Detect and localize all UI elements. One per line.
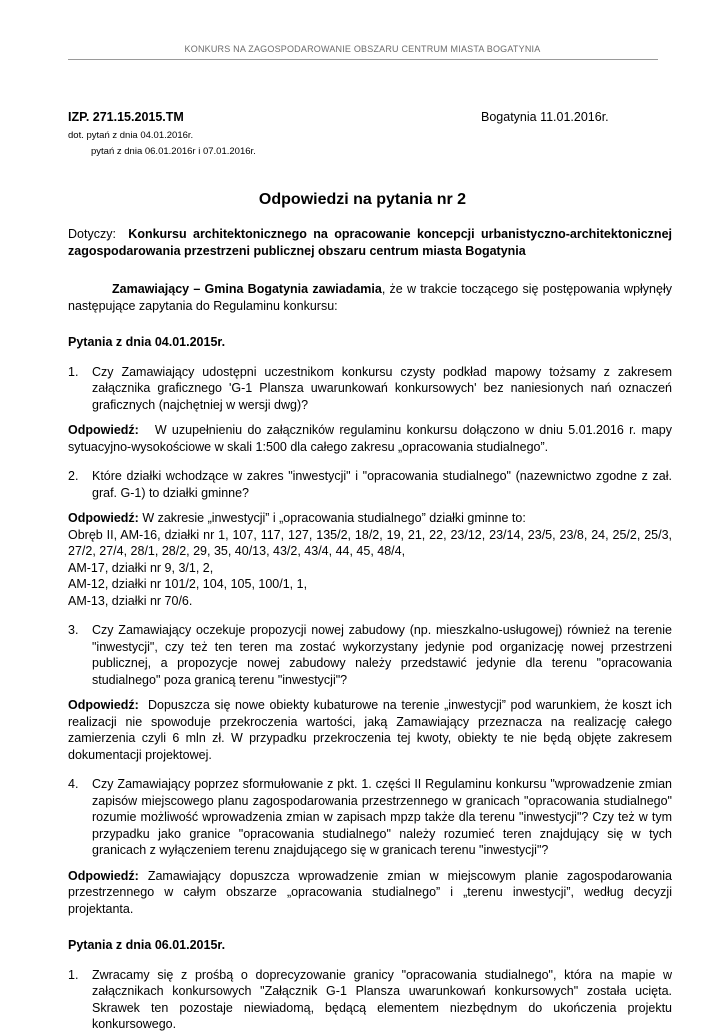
answer-text: W zakresie „inwestycji” i „opracowania studialnego” działki gminne to: [142, 511, 526, 525]
question-number: 4. [68, 777, 79, 791]
answer-label: Odpowiedź: [68, 423, 139, 437]
question-item [68, 622, 672, 688]
place-date: Bogatynia 11.01.2016r. [481, 110, 609, 124]
reference-note-2: pytań z dnia 06.01.2016r i 07.01.2016r. [91, 146, 256, 157]
answer-line: AM-13, działki nr 70/6. [68, 593, 193, 608]
question-number: 3. [68, 623, 79, 637]
answer-paragraph [68, 697, 672, 763]
document-title: Odpowiedzi na pytania nr 2 [258, 191, 467, 208]
answer-line: Obręb II, AM-16, działki nr 1, 107, 117, 127, 135/2, 18/2, 19, 21, 22, 23/12, 23/14, 23/5, 23/8, 24, 25/2, 25/3, 27/2, 27/4, 28/1, 28/2, 29, 35, 40/13, 43/2, 43/4, 44, 45, 48/4, [68, 527, 672, 558]
intro-bold: Zamawiający – Gmina Bogatynia zawiadamia [112, 282, 382, 296]
answer-label: Odpowiedź: [68, 511, 139, 525]
intro-paragraph [68, 281, 672, 314]
subject-text: Konkursu architektonicznego na opracowanie koncepcji urbanistyczno-architektonicznej zagospodarowania przestrzeni publicznej obszaru centrum miasta Bogatynia [68, 227, 672, 258]
document-body [68, 226, 672, 1033]
subject-paragraph [68, 226, 672, 259]
answer-paragraph [68, 510, 672, 527]
running-header: KONKURS NA ZAGOSPODAROWANIE OBSZARU CENTRUM MIASTA BOGATYNIA [184, 44, 541, 54]
answer-text: Dopuszcza się nowe obiekty kubaturowe na terenie „inwestycji” pod warunkiem, że koszt ich realizacji nie spowoduje przekroczenia wartości, jaką Zamawiający przeznacza na realizację całego zamierzenia czyli 6 mln zł. W przypadku przekroczenia tej kwoty, obiekty te nie będą objęte zakresem dokumentacji projektowej. [68, 698, 672, 762]
answer-line: AM-17, działki nr 9, 3/1, 2, [68, 560, 214, 575]
question-item [68, 967, 672, 1033]
question-item [68, 468, 672, 501]
answer-label: Odpowiedź: [68, 868, 139, 883]
question-number: 1. [68, 364, 79, 379]
question-text: Czy Zamawiający oczekuje propozycji nowej zabudowy (np. mieszkalno-usługowej) również na terenie "inwestycji", czy też ten teren ma zostać wykorzystany jedynie pod organizację nowej przestrzeni publicznej, a propozycje nowej zabudowy należy przedstawić jedynie dla terenu "opracowania studialnego" poza granicą terenu "inwestycji"? [92, 623, 672, 687]
question-number: 1. [68, 967, 79, 982]
intro-text: , że w trakcie toczącego się postępowania wpłynęły następujące zapytania do Regulaminu konkursu: [68, 282, 672, 313]
answer-text: W uzupełnieniu do załączników regulaminu konkursu dołączono w dniu 5.01.2016 r. mapy sytuacyjno-wysokościowe w skali 1:500 dla całego zakresu „opracowania studialnego”. [68, 423, 672, 454]
answer-paragraph [68, 422, 672, 455]
header-divider [68, 59, 658, 60]
question-text: Zwracamy się z prośbą o doprecyzowanie granicy "opracowania studialnego", która na mapie w załącznikach konkursowych "Załącznik G-1 Plansza uwarunkowań konkursowych" została ucięta. Skrawek ten pozostaje niewiadomą, będącą elementem niezbędnym do ukończenia projektu konkursowego. [92, 967, 672, 1031]
subject-label: Dotyczy: [68, 227, 116, 241]
reference-note-1: dot. pytań z dnia 04.01.2016r. [68, 130, 194, 141]
section-heading-1: Pytania z dnia 04.01.2015r. [68, 335, 226, 349]
answer-text: Zamawiający dopuszcza wprowadzenie zmian w miejscowym planie zagospodarowania przestrzennego w całym obszarze „opracowania studialnego” i „terenu inwestycji”, według decyzji projektanta. [68, 868, 672, 916]
reference-number: IZP. 271.15.2015.TM [68, 110, 184, 124]
answer-paragraph [68, 868, 672, 918]
answer-label: Odpowiedź: [68, 698, 139, 712]
question-item [68, 364, 672, 414]
answer-line: AM-12, działki nr 101/2, 104, 105, 100/1, 1, [68, 577, 308, 591]
question-item [68, 776, 672, 859]
question-text: Które działki wchodzące w zakres "inwestycji" i "opracowania studialnego" (nazewnictwo zgodne z zał. graf. G-1) to działki gminne? [92, 469, 672, 500]
question-text: Czy Zamawiający udostępni uczestnikom konkursu czysty podkład mapowy tożsamy z zakresem załącznika graficznego 'G-1 Plansza uwarunkowań konkursowych' bez naniesionych nań oznaczeń graficznych (najchętniej w wersji dwg)? [92, 364, 672, 412]
question-number: 2. [68, 469, 79, 483]
question-text: Czy Zamawiający poprzez sformułowanie z pkt. 1. części II Regulaminu konkursu "wprowadzenie zmian zapisów miejscowego planu zagospodarowania przestrzennego w granicach "opracowania studialnego" rozumie możliwość wprowadzenia zmian w zapisach mpzp także dla terenu "inwestycji"? Czy też w tym przypadku jako granice "opracowania studialnego" należy rozumieć teren znajdujący się w tych granicach z wyłączeniem terenu znajdującego się w granicach terenu "inwestycji"? [92, 777, 672, 857]
section-heading-2: Pytania z dnia 06.01.2015r. [68, 938, 226, 952]
